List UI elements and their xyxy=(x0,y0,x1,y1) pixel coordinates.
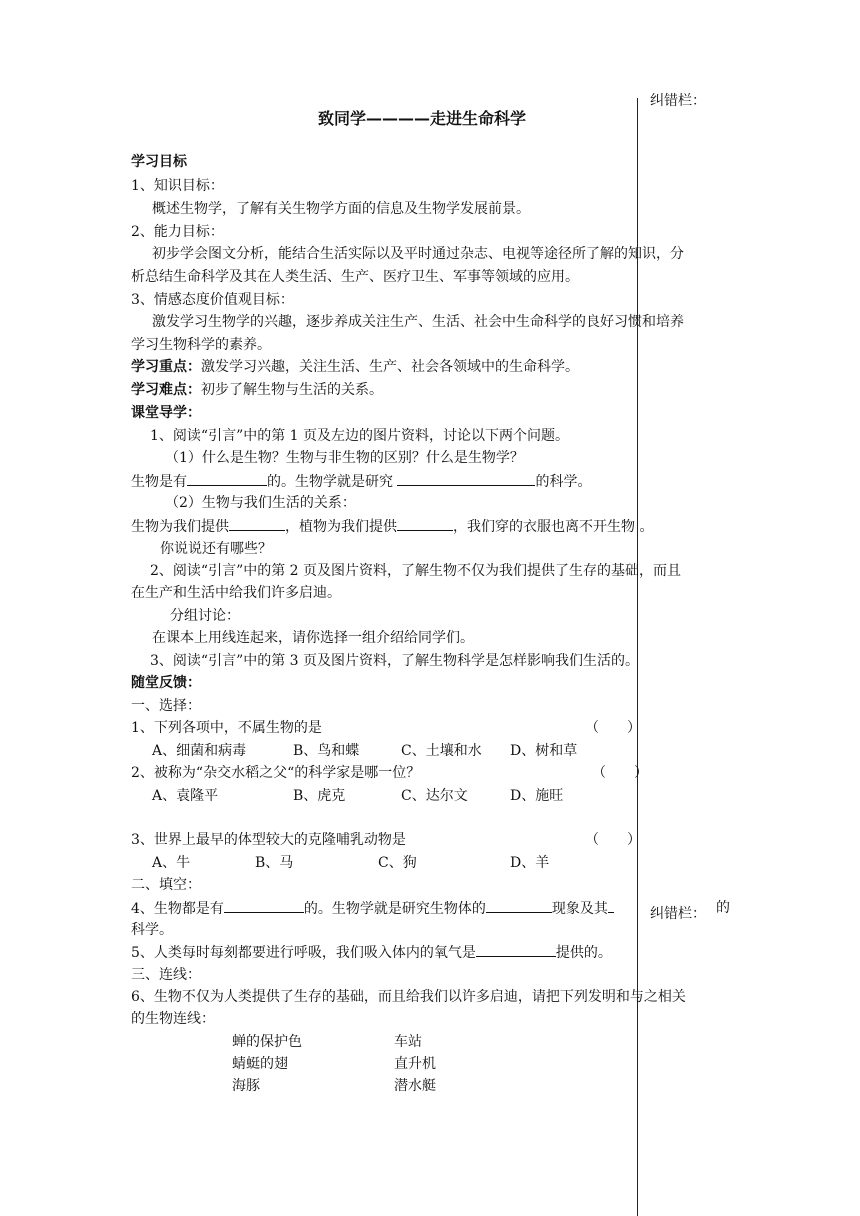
knowledge-text: 概述生物学，了解有关生物学方面的信息及生物学发展前景。 xyxy=(152,201,530,217)
guide-q3: 3、阅读“引言”中的第 3 页及图片资料，了解生物科学是怎样影响我们生活的。 xyxy=(150,653,640,669)
group-discussion-text: 在课本上用线连起来，请你选择一组介绍给同学们。 xyxy=(152,630,474,646)
choice-q1: 1、下列各项中，不属生物的是 xyxy=(131,720,322,736)
key-point-text: 激发学习兴趣，关注生活、生产、社会各领域中的生命科学。 xyxy=(201,359,579,375)
answer-blank[interactable] xyxy=(476,942,556,957)
option[interactable]: B、虎克 xyxy=(293,788,346,804)
fill-q5: 5、人类每时每刻都要进行呼吸，我们吸入体内的氧气是 提供的。 xyxy=(131,942,612,963)
guide-q1b-answer: 生物为我们提供 ，植物为我们提供 ，我们穿的衣服也离不开生物 。 xyxy=(131,516,653,537)
guide-q1: 1、阅读“引言”中的第 1 页及左边的图片资料，讨论以下两个问题。 xyxy=(150,428,570,444)
match-q6-2: 的生物连线： xyxy=(131,1011,215,1027)
section-choice: 一、选择： xyxy=(131,698,201,714)
emotion-text-1: 激发学习生物学的兴趣，逐步养成关注生产、生活、社会中生命科学的良好习惯和培养 xyxy=(152,314,684,330)
guide-heading: 课堂导学： xyxy=(131,405,201,421)
answer-blank[interactable] xyxy=(224,898,304,913)
option[interactable]: C、土壤和水 xyxy=(401,743,482,759)
group-discussion: 分组讨论： xyxy=(170,608,240,624)
guide-q1b-more: 你说说还有哪些？ xyxy=(160,541,272,557)
option[interactable]: A、牛 xyxy=(152,855,191,871)
guide-q2-2: 在生产和生活中给我们许多启迪。 xyxy=(131,585,341,601)
answer-paren[interactable]: （ ） xyxy=(592,765,648,781)
answer-blank[interactable] xyxy=(486,898,552,913)
feedback-heading: 随堂反馈： xyxy=(131,675,201,691)
section-match: 三、连线： xyxy=(131,967,201,983)
option[interactable]: C、狗 xyxy=(378,855,417,871)
option[interactable]: D、羊 xyxy=(510,855,550,871)
difficulty-label: 学习难点： xyxy=(131,382,201,398)
match-q6-1: 6、生物不仅为人类提供了生存的基础，而且给我们以许多启迪，请把下列发明和与之相关 xyxy=(131,989,686,1005)
answer-blank[interactable] xyxy=(229,516,285,531)
guide-q1a-answer: 生物是有 的。生物学就是研究 的科学。 xyxy=(131,471,591,492)
guide-q1a: （1）什么是生物？生物与非生物的区别？什么是生物学？ xyxy=(165,450,524,466)
match-right-item[interactable]: 车站 xyxy=(394,1034,422,1050)
answer-blank[interactable] xyxy=(187,471,267,486)
choice-q3: 3、世界上最早的体型较大的克隆哺乳动物是 xyxy=(131,832,406,848)
option[interactable]: A、细菌和病毒 xyxy=(152,743,247,759)
key-point-label: 学习重点： xyxy=(131,359,201,375)
answer-paren[interactable]: （ ） xyxy=(585,720,641,736)
ability-title: 2、能力目标： xyxy=(131,224,224,240)
answer-blank[interactable] xyxy=(397,516,453,531)
match-right-item[interactable]: 直升机 xyxy=(394,1056,436,1072)
emotion-text-2: 学习生物科学的素养。 xyxy=(131,337,271,353)
match-left-item[interactable]: 蝉的保护色 xyxy=(232,1034,302,1050)
ability-text-1: 初步学会图文分析，能结合生活实际以及平时通过杂志、电视等途径所了解的知识，分 xyxy=(152,246,684,262)
option[interactable]: D、施旺 xyxy=(510,788,564,804)
fill-q4-cont: 科学。 xyxy=(131,922,173,938)
choice-q2: 2、被称为“杂交水稻之父“的科学家是哪一位？ xyxy=(131,765,421,781)
answer-blank[interactable] xyxy=(397,471,535,486)
emotion-title: 3、情感态度价值观目标： xyxy=(131,292,294,308)
correction-label-bottom: 纠错栏： xyxy=(650,906,706,922)
fill-q4-tail: 的 xyxy=(716,900,730,916)
option[interactable]: D、树和草 xyxy=(510,743,578,759)
match-left-item[interactable]: 蜻蜓的翅 xyxy=(232,1056,288,1072)
objectives-heading: 学习目标 xyxy=(131,154,187,170)
match-left-item[interactable]: 海豚 xyxy=(232,1078,260,1094)
option[interactable]: B、马 xyxy=(255,855,294,871)
page-title: 致同学————走进生命科学 xyxy=(318,109,527,128)
fill-q4: 4、生物都是有 的。生物学就是研究生物体的 现象及其 xyxy=(131,898,614,919)
section-fill: 二、填空： xyxy=(131,877,201,893)
match-right-item[interactable]: 潜水艇 xyxy=(394,1078,436,1094)
correction-label-top: 纠错栏： xyxy=(650,93,706,109)
ability-text-2: 析总结生命科学及其在人类生活、生产、医疗卫生、军事等领域的应用。 xyxy=(131,269,579,285)
key-point xyxy=(131,357,579,377)
difficulty xyxy=(131,380,383,400)
guide-q2-1: 2、阅读“引言”中的第 2 页及图片资料，了解生物不仅为我们提供了生存的基础，而且 xyxy=(150,563,682,579)
guide-q1b: （2）生物与我们生活的关系： xyxy=(165,495,356,511)
answer-blank[interactable] xyxy=(608,898,614,913)
option[interactable]: C、达尔文 xyxy=(401,788,468,804)
option[interactable]: B、鸟和蝶 xyxy=(293,743,360,759)
difficulty-text: 初步了解生物与生活的关系。 xyxy=(201,382,383,398)
answer-paren[interactable]: （ ） xyxy=(585,832,641,848)
knowledge-title: 1、知识目标： xyxy=(131,178,224,194)
option[interactable]: A、袁隆平 xyxy=(152,788,219,804)
